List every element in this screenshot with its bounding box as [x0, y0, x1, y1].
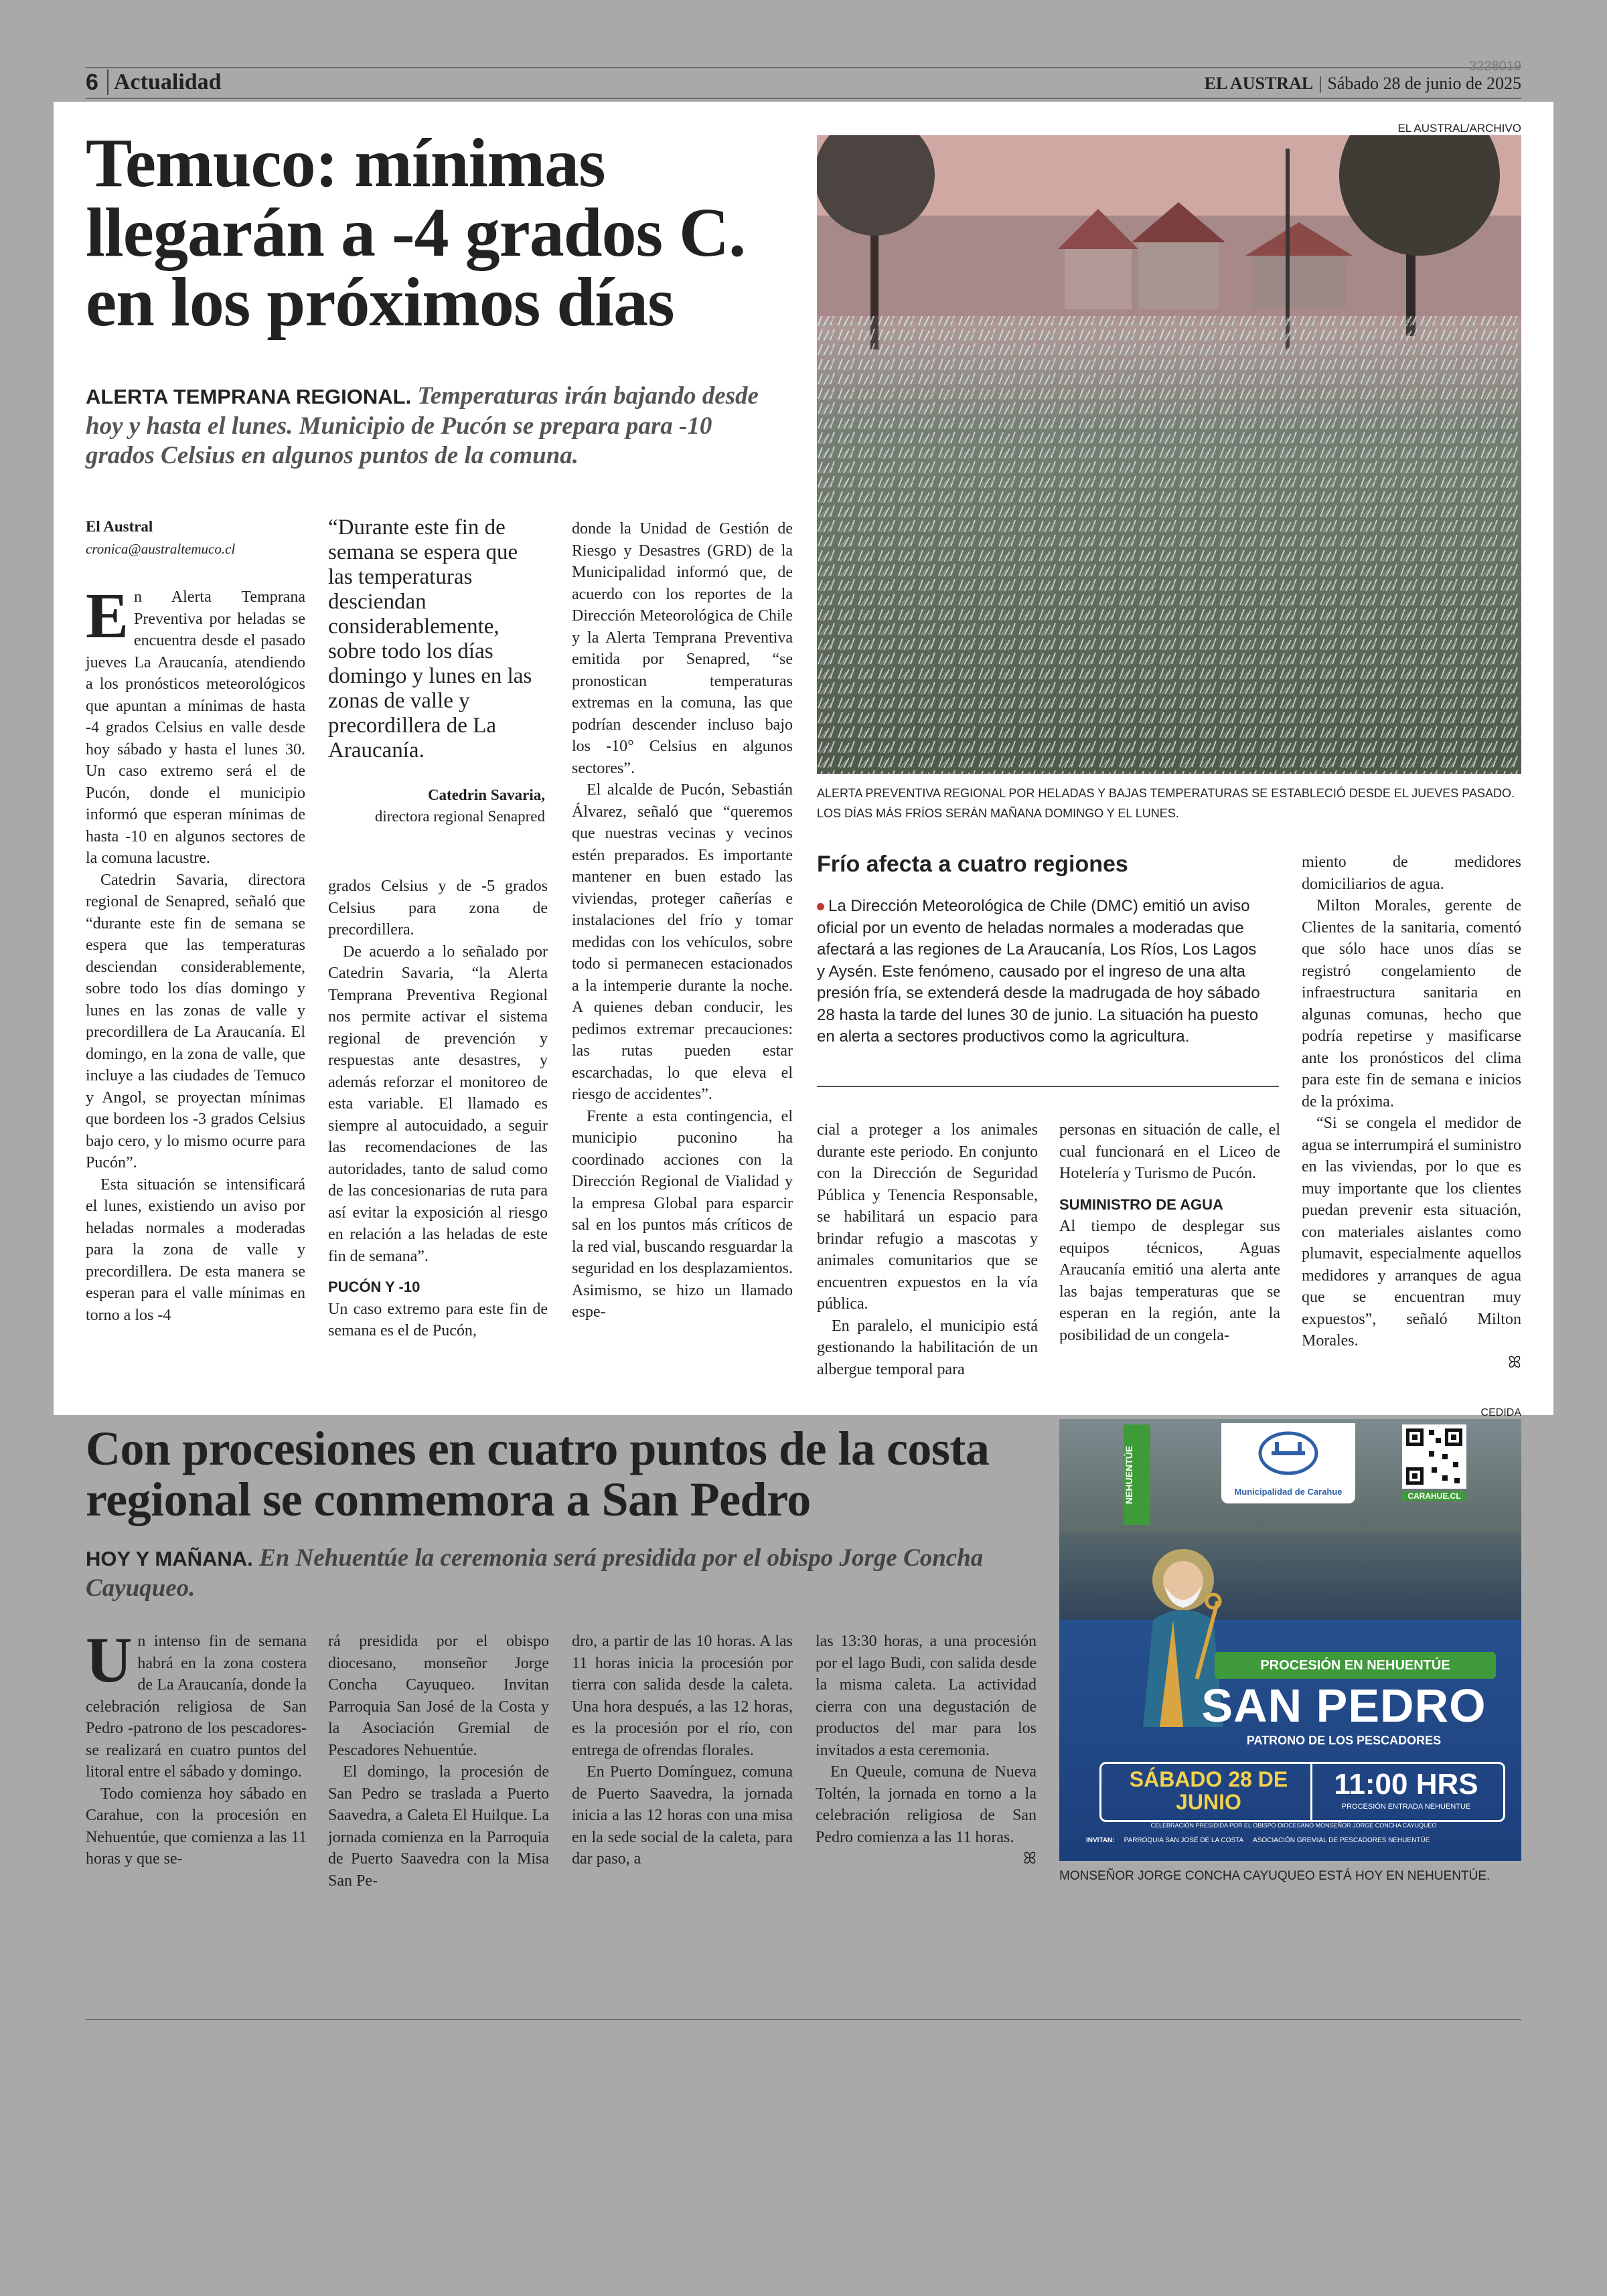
subhead-suministro: SUMINISTRO DE AGUA: [1059, 1196, 1223, 1213]
story2-col4-paragraph: las 13:30 horas, a una procesión por el lago Budi, con salida desde la misma caleta. La actividad cierra con una degustación de productos del mar para los invitados a esta ceremonia.: [816, 1633, 1037, 1759]
frosted-grass-photo-illustration: [817, 135, 1521, 774]
poster-site: CARAHUE.CL: [1402, 1491, 1466, 1501]
story1-deck-block: [86, 382, 782, 471]
poster-logo-card: [1221, 1423, 1355, 1503]
poster-title: SAN PEDRO: [1201, 1679, 1486, 1732]
story2-column-3: [572, 1631, 793, 1870]
story1-column-6: [1302, 851, 1521, 1374]
story1-column-2: [328, 876, 548, 1342]
page-bottom-rule: [86, 2019, 1521, 2020]
san-pedro-poster: [1059, 1419, 1521, 1861]
page-number: 6: [86, 70, 98, 95]
poster-municipality: Municipalidad de Carahue: [1234, 1487, 1343, 1497]
story2-col4-paragraph: En Queule, comuna de Nueva Toltén, la jornada en torno a la celebración religiosa de San Pedro comienza a las 11 horas.: [816, 1763, 1037, 1846]
story1-email: cronica@australtemuco.cl: [86, 541, 236, 557]
story1-photo-credit: EL AUSTRAL/ARCHIVO: [1397, 122, 1521, 135]
story2-column-4: [816, 1631, 1037, 1870]
story2-col2-paragraph: rá presidida por el obispo diocesano, monseñor Jorge Concha Cayuqueo. Invitan Parroquia San José de la Costa y la Asociación Gremial de Pescadores Nehuentúe.: [328, 1633, 549, 1759]
story1-col5-paragraph: Al tiempo de desplegar sus equipos técnicos, Aguas Araucanía emitió una alerta ante las bajas temperaturas que se esperan en la región, ante la posibilidad de un congela-: [1059, 1218, 1280, 1344]
header-separator: |: [1318, 74, 1322, 93]
section-name: Actualidad: [114, 70, 222, 94]
poster-invite-label: INVITAN:: [1086, 1837, 1115, 1844]
story1-column-3: [572, 518, 793, 1323]
poster-subtitle: PATRONO DE LOS PESCADORES: [1246, 1734, 1442, 1747]
story1-kicker: ALERTA TEMPRANA REGIONAL.: [86, 385, 412, 408]
header-top-rule: [86, 67, 1521, 68]
story2-column-2: [328, 1631, 549, 1892]
story1-col2-paragraph: De acuerdo a lo señalado por Catedrin Savaria, “la Alerta Temprana Preventiva Regional nos permite activar el sistema regional de prevención y respuestas ante desastres, y además reforzar el monitoreo de esta variable. El llamado es siempre al autocuidado, a seguir las recomendaciones de las autoridades, tanto de salud como de las concesionarias de ruta para así evitar la exposición al riesgo en relación a las heladas de este fin de semana”.: [328, 942, 548, 1265]
end-mark-icon: ꕤ: [1508, 1354, 1521, 1372]
publication-name: EL AUSTRAL: [1204, 74, 1314, 93]
story1-col4-paragraph: En paralelo, el municipio está gestionando la habilitación de un albergue temporal para: [817, 1317, 1038, 1378]
story1-col6-paragraph: Milton Morales, gerente de Clientes de la sanitaria, comentó que sólo hace unos días se registró congelamiento de infraestructura sanitaria en algunas comunas, hecho que podría repetirse y masificarse ante los pronósticos del clima para este fin de semana e inicios de la próxima.: [1302, 897, 1521, 1111]
story1-col1-paragraph: n Alerta Temprana Preventiva por heladas se encuentra desde el pasado jueves La Araucanía, atendiendo a los pronósticos meteorológicos que apuntan a mínimas de hasta -4 grados Celsius en valle desde hoy sábado y hasta el lunes 30. Un caso extremo será el de Pucón, donde el municipio informó que esperan mínimas de hasta -10 en algunos sectores de la comuna lacustre.: [86, 588, 305, 867]
story1-col2-paragraph: Un caso extremo para este fin de semana es el de Pucón,: [328, 1300, 548, 1339]
story1-photo-caption: ALERTA PREVENTIVA REGIONAL POR HELADAS Y BAJAS TEMPERATURAS SE ESTABLECIÓ DESDE EL JUEVES PASADO. LOS DÍAS MÁS FRÍOS SERÁN MAÑANA DOMINGO Y EL LUNES.: [817, 787, 1515, 820]
story2-deck-block: [86, 1544, 1050, 1603]
poster-date-divider: [1310, 1764, 1312, 1820]
story1-col6-paragraph: “Si se congela el medidor de agua se interrumpirá el suministro en las viviendas, por lo que es muy importante que los clientes puedan prevenir esta situación, con materiales aislantes como plumavit, especialmente aquellos medidores y arranques de agua que se encuentran muy expuestos”, señaló Milton Morales.: [1302, 1115, 1521, 1349]
story1-col3-paragraph: donde la Unidad de Gestión de Riesgo y Desastres (GRD) de la Municipalidad informó que, de acuerdo con los reportes de la Dirección Meteorológica de Chile y la Alerta Temprana Preventiva emitida por Senapred, “se pronostican temperaturas extremas en la comuna, las que podrían descender incluso bajo los -10° Celsius en algunos sectores”.: [572, 520, 793, 777]
story1-quote-attribution: [328, 785, 545, 827]
story1-col4-paragraph: cial a proteger a los animales durante este periodo. En conjunto con la Dirección de Seguridad Pública y Tenencia Responsable, se habilitará un espacio para brindar refugio a mascotas y animales comunitarios que se encuentren expuestos en la vía pública.: [817, 1121, 1038, 1313]
quote-author: Catedrin Savaria,: [427, 787, 545, 803]
page-code: 3228019: [1469, 59, 1521, 74]
story2-col2-paragraph: El domingo, la procesión de San Pedro se traslada a Puerto Saavedra, a Caleta El Huilque. La jornada comienza en la Parroquia de Puerto Saavedra con la Misa San Pe-: [328, 1763, 549, 1890]
subhead-pucon: PUCÓN Y -10: [328, 1279, 420, 1295]
story2-column-1: [86, 1624, 307, 1870]
poster-invite-1: PARROQUIA SAN JOSÉ DE LA COSTA: [1124, 1837, 1244, 1844]
story2-photo-credit: CEDIDA: [1480, 1407, 1521, 1418]
sidebar-text-block: [817, 896, 1266, 1048]
publication-date: Sábado 28 de junio de 2025: [1327, 74, 1521, 93]
story1-col1-paragraph: Catedrin Savaria, directora regional de Senapred, señaló que “durante este fin de semana se espera que las temperaturas desciendan considerablemente, sobre todo los días domingo y lunes en las zonas de valle y precordillera de La Araucanía. El domingo, en la zona de valle, que incluye a las ciudades de Temuco y Angol, se proyectan mínimas que bordeen los -3 grados Celsius bajo cero, y lo mismo ocurre para Pucón”.: [86, 871, 305, 1171]
story1-column-5: [1059, 1119, 1280, 1346]
story1-column-4: [817, 1119, 1038, 1380]
story2-deck: En Nehuentúe la ceremonia será presidida por el obispo Jorge Concha Cayuqueo.: [86, 1544, 984, 1602]
header-bottom-rule: [86, 98, 1521, 99]
story1-col3-paragraph: El alcalde de Pucón, Sebastián Álvarez, señaló que “queremos que nuestras vecinas y vecinos estén preparados. Es importante mantener en buen estado las viviendas, proteger cañerías e instalaciones del frío y tomar medidas con los vehículos, sobre todo si permanecen estacionados a la intemperie durante la noche. A quienes deban conducir, les pedimos extremar precauciones: las rutas pueden estar escarchadas, lo que eleva el riesgo de accidentes”.: [572, 781, 793, 1103]
story2-col3-paragraph: En Puerto Domínguez, comuna de Puerto Saavedra, la jornada inicia a las 12 horas con una misa en la sede social de la caleta, para dar paso, a: [572, 1763, 793, 1868]
story2-headline: Con procesiones en cuatro puntos de la costa regional se conmemora a San Pedro: [86, 1422, 990, 1526]
story1-photo: [817, 135, 1521, 774]
poster-invite-line: [1086, 1837, 1508, 1844]
story1-col5-paragraph: personas en situación de calle, el cual funcionará en el Liceo de Hotelería y Turismo de Pucón.: [1059, 1121, 1280, 1182]
story1-col6-paragraph: miento de medidores domiciliarios de agua.: [1302, 853, 1521, 893]
sidebar-bullet-icon: [817, 903, 824, 910]
poster-banner: PROCESIÓN EN NEHUENTÚE: [1215, 1652, 1496, 1679]
poster-crowd-area: [1059, 1533, 1521, 1633]
sidebar-text: La Dirección Meteorológica de Chile (DMC) emitió un aviso oficial por un evento de heladas normales a moderadas que afectará a las regiones de La Araucanía, Los Ríos, Los Lagos y Aysén. Este fenómeno, causado por el ingreso de una alta presión fría, se extenderá desde la madrugada de hoy sábado 28 hasta la tarde del lunes 30 de junio. La situación ha puesto en alerta a sectores productivos como la agricultura.: [817, 897, 1260, 1046]
story2-photo-caption: MONSEÑOR JORGE CONCHA CAYUQUEO ESTÁ HOY EN NEHUENTÚE.: [1059, 1869, 1490, 1883]
story1-col3-paragraph: Frente a esta contingencia, el municipio puconino ha coordinado acciones con la Dirección Regional de Vialidad y la empresa Global para esparcir sal en los puntos más críticos de la red vial, buscando resguardar la seguridad en los desplazamientos. Asimismo, se hizo un llamado espe-: [572, 1107, 793, 1321]
municipality-logo-icon: [1221, 1423, 1355, 1483]
poster-side-label: NEHUENTÚE: [1124, 1424, 1150, 1525]
story1-drop-cap: E: [86, 580, 129, 651]
story2-kicker: HOY Y MAÑANA.: [86, 1547, 253, 1570]
story1-headline: Temuco: mínimas llegarán a -4 grados C. en los próximos días: [86, 125, 746, 341]
poster-date-box: [1099, 1762, 1505, 1822]
sidebar-title: Frío afecta a cuatro regiones: [817, 851, 1128, 877]
story1-col1-paragraph: Esta situación se intensificará el lunes, existiendo un aviso por heladas normales a moderadas para la zona de valle y precordillera. De esta manera se esperan para el valle mínimas en torno a los -4: [86, 1175, 305, 1324]
end-mark-icon: ꕤ: [1023, 1850, 1037, 1868]
poster-invite-2: ASOCIACIÓN GREMIAL DE PESCADORES NEHUENTÚE: [1253, 1837, 1430, 1844]
poster-time: 11:00 HRS: [1334, 1768, 1478, 1801]
qr-code-icon: [1402, 1424, 1466, 1489]
story2-col1-paragraph: Todo comienza hoy sábado en Carahue, con la procesión en Nehuentúe, que comienza a las 11 horas y que se-: [86, 1785, 307, 1868]
story1-pull-quote: “Durante este fin de semana se espera que las temperaturas desciendan considerablemente, sobre todo los días domingo y lunes en las zonas de valle y precordillera de La Araucanía.: [328, 515, 532, 762]
story1-col2-paragraph: grados Celsius y de -5 grados Celsius para zona de precordillera.: [328, 878, 548, 938]
header-divider: [107, 70, 108, 95]
story2-col3-paragraph: dro, a partir de las 10 horas. A las 11 horas inicia la procesión por tierra con salida desde la caleta. Una hora después, a las 12 horas, es la procesión por el río, con entrega de ofrendas florales.: [572, 1633, 793, 1759]
story1-deck: Temperaturas irán bajando desde hoy y hasta el lunes. Municipio de Pucón se prepara para -10 grados Celsius en algunos puntos de la comuna.: [86, 382, 759, 469]
sidebar-bottom-rule: [817, 1086, 1279, 1087]
story1-column-1: [86, 580, 305, 1326]
poster-time-sub: PROCESIÓN ENTRADA NEHUENTUE: [1341, 1803, 1471, 1811]
story1-byline: El Austral: [86, 518, 153, 535]
qr-pattern: [1402, 1424, 1466, 1489]
story2-drop-cap: U: [86, 1624, 133, 1696]
quote-role: directora regional Senapred: [374, 808, 545, 825]
poster-date: SÁBADO 28 DE JUNIO: [1129, 1767, 1288, 1814]
publication-line: [1205, 74, 1521, 94]
poster-celebration: CELEBRACIÓN PRESIDIDA POR EL OBISPO DIOCESANO MONSEÑOR JORGE CONCHA CAYUQUEO: [1150, 1822, 1437, 1829]
story2-col1-paragraph: n intenso fin de semana habrá en la zona costera de La Araucanía, donde la celebración religiosa de San Pedro -patrono de los pescadores- se realizará en cuatro puntos del litoral entre el sábado y domingo.: [86, 1633, 307, 1781]
